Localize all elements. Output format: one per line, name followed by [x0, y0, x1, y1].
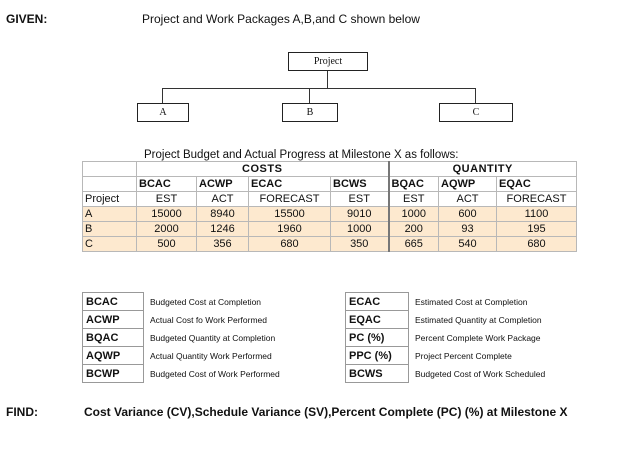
table-cell: 15500	[249, 207, 331, 222]
table-header-row	[83, 177, 577, 192]
table-cell: 1000	[389, 207, 439, 222]
table-cell: 356	[197, 237, 249, 252]
table-cell	[83, 162, 137, 177]
column-header: ECAC	[249, 177, 331, 192]
legend-abbr: BCWS	[346, 365, 409, 383]
find-text: Cost Variance (CV),Schedule Variance (SV),Percent Complete (PC) (%) at Milestone X	[84, 405, 568, 419]
legend-item	[83, 293, 283, 311]
legend-desc: Percent Complete Work Package	[415, 332, 541, 343]
find-label: FIND:	[6, 405, 38, 419]
legend-item	[346, 293, 549, 311]
legend-desc: Budgeted Quantity at Completion	[150, 332, 276, 343]
table-cell: 93	[439, 222, 497, 237]
column-subheader: EST	[331, 192, 389, 207]
column-subheader: EST	[389, 192, 439, 207]
quantity-group-header: QUANTITY	[389, 162, 577, 177]
org-connector	[327, 71, 328, 88]
column-header: AQWP	[439, 177, 497, 192]
org-child-a-box: A	[137, 103, 189, 122]
org-connector	[309, 88, 310, 103]
legend-abbr: AQWP	[83, 347, 144, 365]
column-header: EQAC	[497, 177, 577, 192]
legend-abbr: PPC (%)	[346, 347, 409, 365]
legend-desc: Budgeted Cost of Work Scheduled	[415, 368, 546, 379]
table-group-row	[83, 162, 577, 177]
column-subheader: FORECAST	[497, 192, 577, 207]
budget-table	[82, 161, 577, 252]
legend-item	[83, 311, 283, 329]
legend-abbr: PC (%)	[346, 329, 409, 347]
legend-abbr: BCWP	[83, 365, 144, 383]
org-root-box: Project	[288, 52, 368, 71]
legend-item	[346, 311, 549, 329]
table-row	[83, 222, 577, 237]
table-cell: 350	[331, 237, 389, 252]
column-subheader: EST	[137, 192, 197, 207]
legend-desc: Estimated Cost at Completion	[415, 296, 528, 307]
table-row	[83, 207, 577, 222]
table-cell: 8940	[197, 207, 249, 222]
column-subheader: FORECAST	[249, 192, 331, 207]
table-cell: 600	[439, 207, 497, 222]
legend-item	[346, 347, 549, 365]
org-connector	[475, 88, 476, 103]
table-cell: C	[83, 237, 137, 252]
table-cell: 1100	[497, 207, 577, 222]
costs-group-header: COSTS	[137, 162, 389, 177]
org-connector	[162, 88, 475, 89]
legend-desc: Budgeted Cost of Work Performed	[150, 368, 280, 379]
table-cell: 680	[497, 237, 577, 252]
given-text: Project and Work Packages A,B,and C shown below	[142, 12, 420, 26]
org-connector	[162, 88, 163, 103]
column-header: BCAC	[137, 177, 197, 192]
legend-desc: Actual Quantity Work Performed	[150, 350, 272, 361]
table-subheader-row	[83, 192, 577, 207]
legend-item	[83, 365, 283, 383]
column-header: ACWP	[197, 177, 249, 192]
table-cell: 195	[497, 222, 577, 237]
table-cell: 665	[389, 237, 439, 252]
table-cell: 200	[389, 222, 439, 237]
legend-left	[82, 292, 283, 383]
legend-item	[83, 329, 283, 347]
org-child-b-box: B	[282, 103, 338, 122]
legend-item	[346, 365, 549, 383]
table-caption: Project Budget and Actual Progress at Milestone X as follows:	[144, 149, 459, 161]
given-label: GIVEN:	[6, 12, 48, 26]
table-cell	[83, 177, 137, 192]
table-cell: 1000	[331, 222, 389, 237]
column-subheader: ACT	[197, 192, 249, 207]
legend-abbr: ECAC	[346, 293, 409, 311]
table-cell: 540	[439, 237, 497, 252]
table-cell: 1246	[197, 222, 249, 237]
table-cell: 15000	[137, 207, 197, 222]
table-cell: 2000	[137, 222, 197, 237]
table-cell: 680	[249, 237, 331, 252]
column-subheader: Project	[83, 192, 137, 207]
legend-abbr: ACWP	[83, 311, 144, 329]
org-child-c-box: C	[439, 103, 513, 122]
legend-desc: Budgeted Cost at Completion	[150, 296, 262, 307]
legend-item	[83, 347, 283, 365]
legend-abbr: BQAC	[83, 329, 144, 347]
legend-abbr: EQAC	[346, 311, 409, 329]
table-cell: A	[83, 207, 137, 222]
column-header: BCWS	[331, 177, 389, 192]
legend-item	[346, 329, 549, 347]
legend-desc: Estimated Quantity at Completion	[415, 314, 542, 325]
table-cell: B	[83, 222, 137, 237]
table-cell: 9010	[331, 207, 389, 222]
legend-desc: Project Percent Complete	[415, 350, 512, 361]
legend-abbr: BCAC	[83, 293, 144, 311]
table-cell: 1960	[249, 222, 331, 237]
legend-desc: Actual Cost fo Work Performed	[150, 314, 267, 325]
column-header: BQAC	[389, 177, 439, 192]
table-row	[83, 237, 577, 252]
column-subheader: ACT	[439, 192, 497, 207]
table-cell: 500	[137, 237, 197, 252]
legend-right	[345, 292, 549, 383]
